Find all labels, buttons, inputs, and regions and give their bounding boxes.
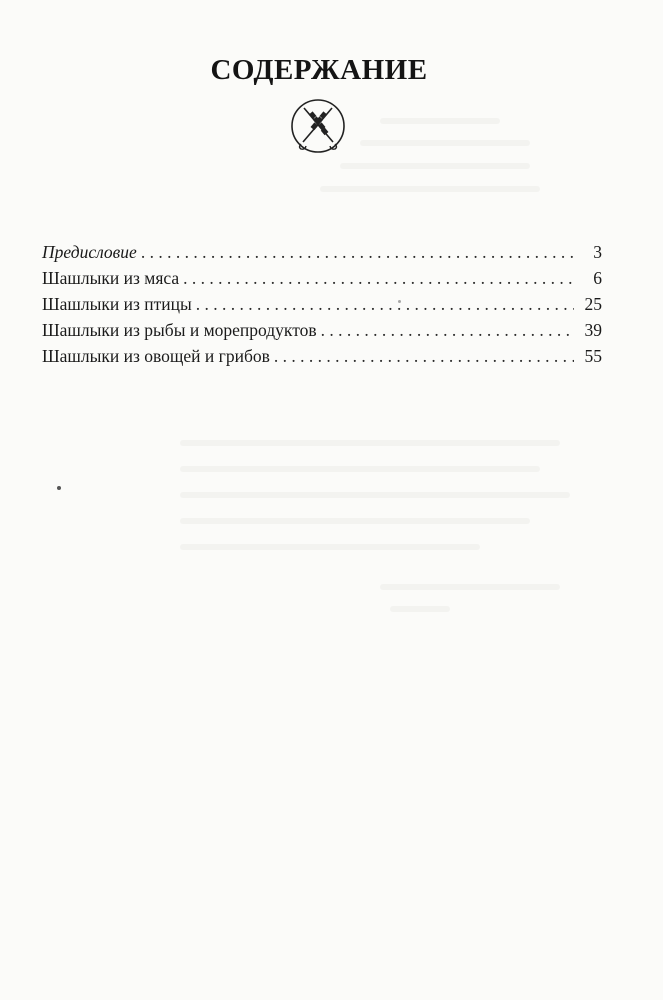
dot-leader xyxy=(183,265,574,291)
toc-entry-vegetables[interactable] xyxy=(42,343,602,369)
toc-entry-title: Предисловие xyxy=(42,242,137,262)
toc-entry-page: 25 xyxy=(584,294,602,314)
toc-entry-title: Шашлыки из мяса xyxy=(42,268,180,288)
toc-entry-poultry[interactable] xyxy=(42,291,602,317)
bleed-through-mark xyxy=(180,440,560,446)
dot-leader xyxy=(274,343,574,369)
page-title: СОДЕРЖАНИЕ xyxy=(210,54,428,86)
table-of-contents xyxy=(42,239,602,369)
bleed-through-mark xyxy=(180,544,480,550)
bleed-through-mark xyxy=(320,186,540,192)
toc-entry-preface[interactable] xyxy=(42,239,602,265)
dot-leader xyxy=(141,239,574,265)
crossed-skewers-icon xyxy=(290,98,346,154)
bleed-through-mark xyxy=(380,584,560,590)
bleed-through-mark xyxy=(180,518,530,524)
print-speck xyxy=(57,486,61,490)
toc-entry-page: 55 xyxy=(584,346,602,366)
toc-entry-title: Шашлыки из овощей и грибов xyxy=(42,346,270,366)
toc-entry-title: Шашлыки из птицы xyxy=(42,294,192,314)
bleed-through-mark xyxy=(360,140,530,146)
dot-leader xyxy=(321,317,574,343)
toc-entry-page: 3 xyxy=(593,242,602,262)
toc-entry-title: Шашлыки из рыбы и морепродуктов xyxy=(42,320,317,340)
bleed-through-mark xyxy=(380,118,500,124)
bleed-through-mark xyxy=(180,492,570,498)
toc-entry-fish[interactable] xyxy=(42,317,602,343)
dot-leader xyxy=(196,291,574,317)
bleed-through-mark xyxy=(340,163,530,169)
toc-entry-meat[interactable] xyxy=(42,265,602,291)
bleed-through-mark xyxy=(390,606,450,612)
toc-entry-page: 6 xyxy=(593,268,602,288)
bleed-through-mark xyxy=(180,466,540,472)
toc-entry-page: 39 xyxy=(584,320,602,340)
